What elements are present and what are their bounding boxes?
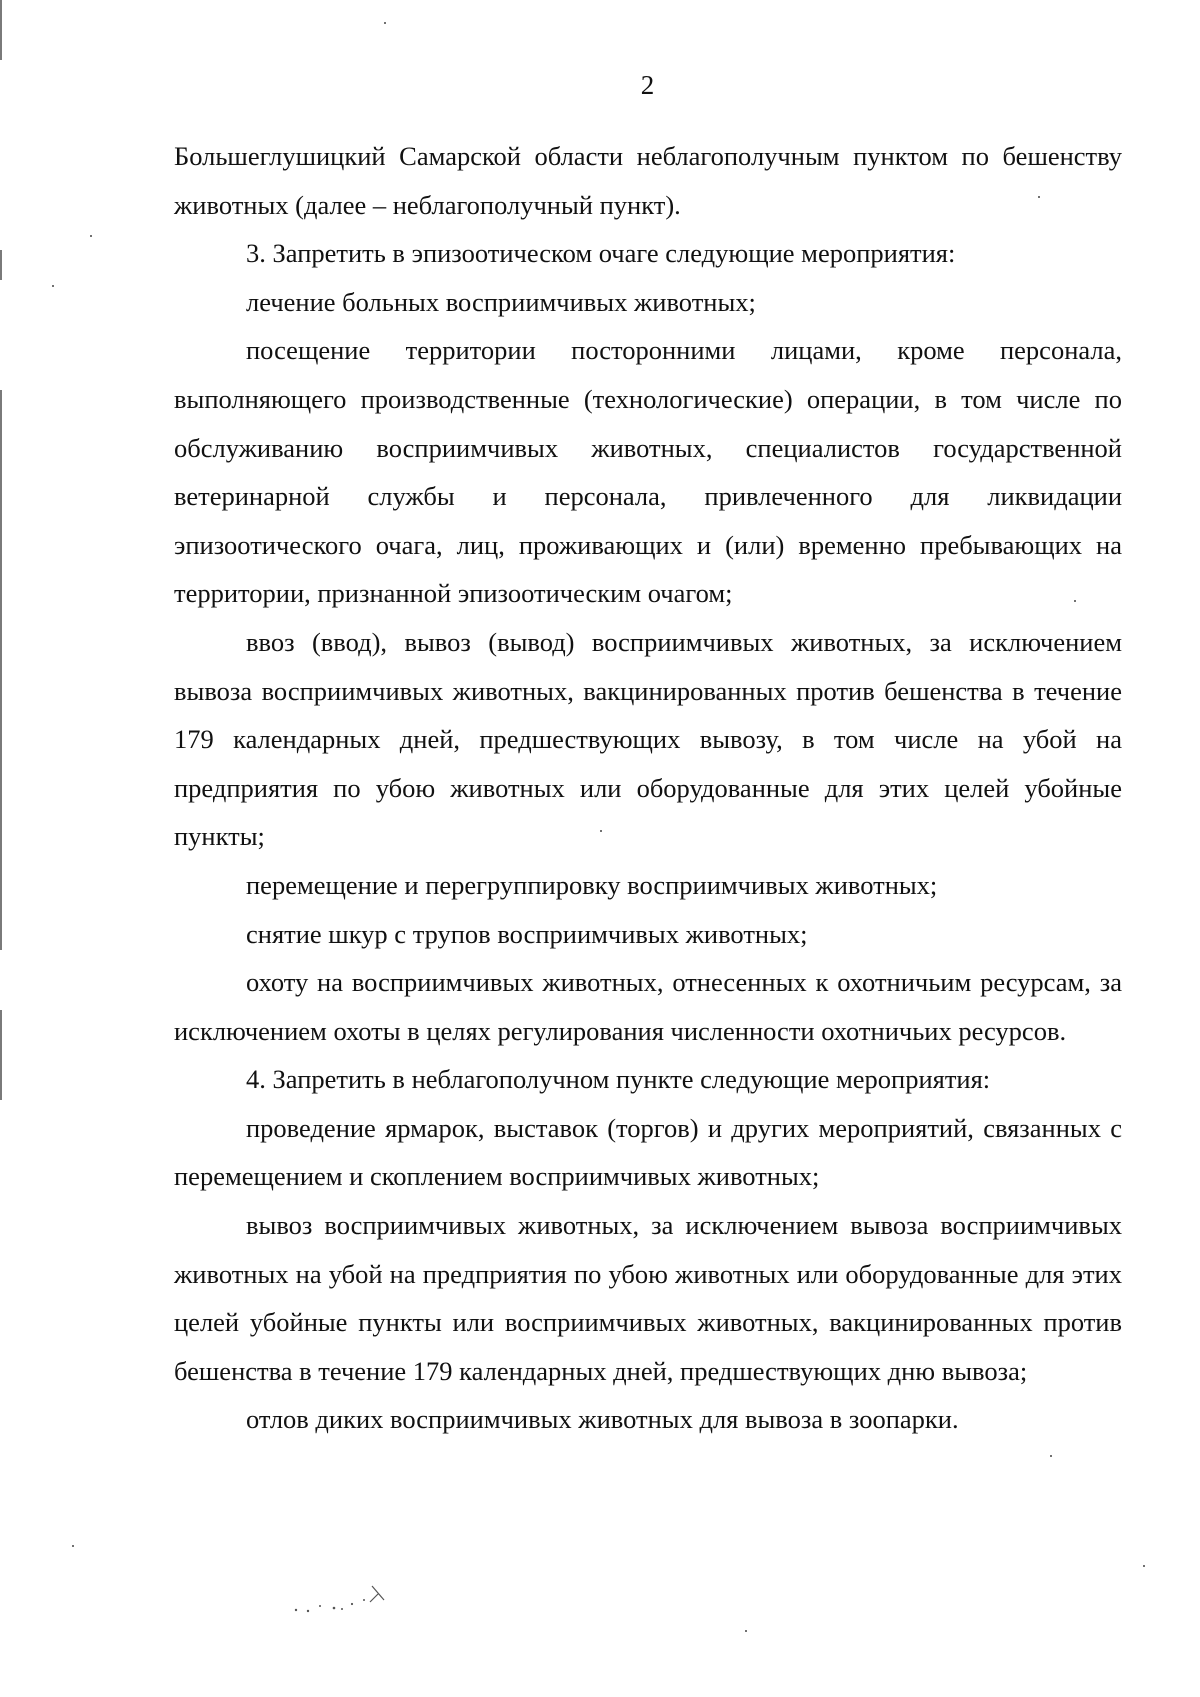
- paragraph: 3. Запретить в эпизоотическом очаге следующие мероприятия:: [246, 238, 956, 269]
- scan-edge-line: [0, 0, 2, 60]
- scan-speck: [72, 1545, 74, 1547]
- scan-speck: [600, 830, 602, 832]
- scan-speck: [745, 1630, 747, 1632]
- paragraph: охоту на восприимчивых животных, отнесенных к охотничьим ресурсам, за исключением охоты в целях регулирования численности охотничьих ресурсов.: [174, 967, 1122, 1046]
- scan-edge-line: [0, 390, 2, 950]
- scan-edge-line: [0, 1010, 2, 1100]
- paragraph: ввоз (ввод), вывоз (вывод) восприимчивых животных, за исключением вывоза восприимчивых животных, вакцинированных против бешенства в течение 179 календарных дней, предшествующих вывозу, в том числе на убой на предприятия по убою животных или оборудованные для этих целей убойные пункты;: [174, 626, 1122, 852]
- paragraph: Большеглушицкий Самарской области неблагополучным пунктом по бешенству животных (далее – неблагополучный пункт).: [174, 141, 1122, 220]
- paragraph: 4. Запретить в неблагополучном пункте следующие мероприятия:: [246, 1064, 991, 1095]
- scan-speck: [1038, 196, 1040, 198]
- document-body: [174, 132, 1122, 1444]
- scan-speck: [90, 235, 92, 237]
- paragraph: снятие шкур с трупов восприимчивых животных;: [246, 918, 808, 949]
- paragraph: посещение территории посторонними лицами, кроме персонала, выполняющего производственные (технологические) операции, в том числе по обслуживанию восприимчивых животных, специалистов государственной ветеринарной службы и персонала, привлеченного для ликвидации эпизоотического очага, лиц, проживающих и (или) временно пребывающих на территории, признанной эпизоотическим очагом;: [174, 335, 1122, 609]
- scan-edge-line: [0, 250, 2, 280]
- scan-speck: [384, 22, 386, 24]
- scan-speck: [1050, 1455, 1052, 1457]
- paragraph: проведение ярмарок, выставок (торгов) и других мероприятий, связанных с перемещением и скоплением восприимчивых животных;: [174, 1112, 1122, 1192]
- paragraph: отлов диких восприимчивых животных для вывоза в зоопарки.: [246, 1404, 959, 1435]
- scan-smudge: [290, 1578, 400, 1618]
- page-number: 2: [640, 70, 655, 100]
- paragraph: лечение больных восприимчивых животных;: [246, 286, 756, 317]
- scan-speck: [1074, 600, 1076, 602]
- scan-speck: [1143, 1565, 1145, 1567]
- paragraph: перемещение и перегруппировку восприимчивых животных;: [246, 869, 938, 900]
- scan-speck: [52, 285, 54, 287]
- paragraph: вывоз восприимчивых животных, за исключением вывоза восприимчивых животных на убой на предприятия по убою животных или оборудованные для этих целей убойные пункты или восприимчивых животных, вакцинированных против бешенства в течение 179 календарных дней, предшествующих дню вывоза;: [174, 1210, 1122, 1386]
